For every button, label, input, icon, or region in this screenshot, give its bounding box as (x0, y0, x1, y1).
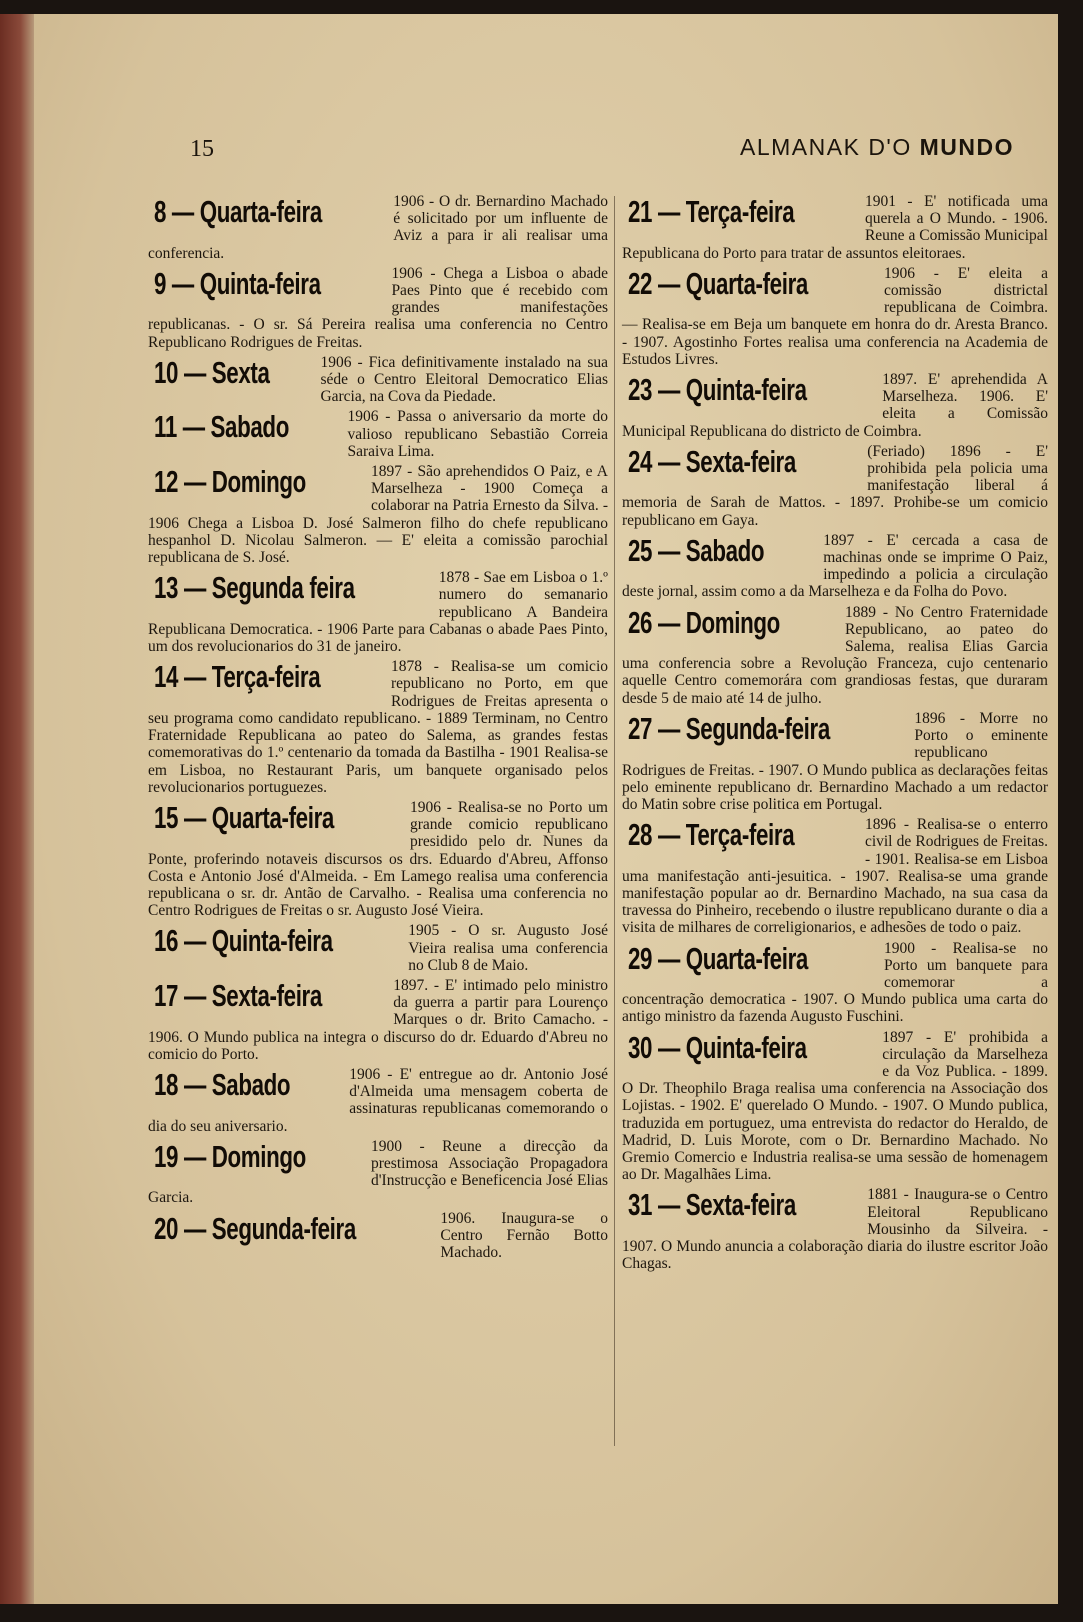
entry-text: 1906 - O dr. Bernardino Machado é solicitado por um influente de Aviz a para ir ali realisar uma conferencia. (148, 193, 608, 262)
calendar-entry (622, 443, 1048, 529)
entry-text: 1889 - No Centro Fraternidade Republicano, ao pateo do Salema, realisa Elias Garcia uma conferencia sobre a Revolução Franceza, cujo centenario aquelle Centro comemorára com grandiosas festas, que duraram desde 5 de maio até 14 de julho. (622, 603, 1048, 707)
entry-text: 1881 - Inaugura-se o Centro Eleitoral Republicano Mousinho da Silveira. - 1907. O Mundo anuncia a colaboração diaria do ilustre escritor João Chagas. (622, 1186, 1048, 1273)
entry-day: 28 — Terça-feira (628, 817, 795, 853)
calendar-entry (622, 371, 1048, 440)
calendar-entry (148, 408, 608, 460)
calendar-entry (622, 532, 1048, 601)
entry-text: 1897 - E' cercada a casa de machinas onde se imprime O Paiz, impedindo a policia a circulação deste jornal, assim como a da Marselheza e da Folha do Povo. (622, 531, 1048, 601)
entry-day: 11 — Sabado (154, 409, 289, 445)
calendar-entry (148, 1210, 608, 1262)
entry-text: 1906 - E' eleita a comissão districtal republicana de Coimbra. — Realisa-se em Beja um banquete em honra do dr. Aresta Branco. - 1907. Agostinho Fortes realisa uma conferencia na Academia de Estudos Livres. (622, 264, 1048, 368)
entry-text: 1897 - São aprehendidos O Paiz, e A Marselheza - 1900 Começa a colaborar na Patria Ernesto da Silva. - 1906 Chega a Lisboa D. José Salmeron filho do chefe republicano hespanhol D. Nicolau Salmeron. — E' eleita a comissão parochial republicana de S. José. (148, 463, 608, 567)
entry-text: 1906. Inaugura-se o Centro Fernão Botto Machado. (440, 1209, 608, 1261)
left-column (148, 193, 608, 1443)
calendar-entry (148, 1066, 608, 1135)
running-title (740, 134, 1014, 161)
entry-day: 20 — Segunda-feira (154, 1210, 356, 1246)
entry-text: 1906 - Fica definitivamente instalado na sua séde o Centro Eleitoral Democratico Elias Garcia, na Cova da Piedade. (320, 353, 608, 406)
entry-day: 25 — Sabado (628, 532, 765, 568)
entry-text: (Feriado) 1896 - E' prohibida pela policia uma manifestação liberal á memoria de Sarah de Mattos. - 1897. Prohibe-se um comicio republicano em Gaya. (622, 442, 1048, 529)
right-column (622, 193, 1048, 1443)
entry-text: 1900 - Realisa-se no Porto um banquete para comemorar a concentração democratica - 1907. O Mundo publica uma carta do antigo ministro da fazenda Augusto Fuschini. (622, 939, 1048, 1026)
calendar-entry (622, 816, 1048, 936)
entry-text: 1906 - E' entregue ao dr. Antonio José d'Almeida uma mensagem coberta de assinaturas republicanas comemorando o dia do seu aniversario. (148, 1065, 608, 1135)
entry-text: 1906 - Passa o aniversario da morte do valioso republicano Sebastião Correia Saraiva Lima. (347, 408, 608, 460)
entry-text: 1897. E' aprehendida A Marselheza. 1906. E' eleita a Comissão Municipal Republicana do districto de Coimbra. (622, 371, 1048, 440)
entry-day: 12 — Domingo (154, 464, 306, 500)
running-title-bold: MUNDO (919, 134, 1014, 160)
entry-day: 19 — Domingo (154, 1138, 306, 1174)
entry-day: 21 — Terça-feira (628, 194, 795, 229)
entry-text: 1906 - Realisa-se no Porto um grande comicio republicano presidido pelo dr. Nunes da Ponte, proferindo notaveis discursos os drs. Eduardo d'Abreu, Affonso Costa e Antonio José d'Almeida. - Em Lamego realisa uma conferencia republicana o sr. dr. Antão de Carvalho. - Realisa uma conferencia no Centro Rodrigues de Freitas o sr. Augusto José Vieira. (148, 798, 608, 920)
entry-day: 10 — Sexta (154, 354, 270, 390)
entry-day: 27 — Segunda-feira (628, 710, 830, 746)
page-edge (0, 14, 34, 1604)
entry-day: 29 — Quarta-feira (628, 940, 808, 976)
calendar-entry (622, 1029, 1048, 1184)
page-header (34, 130, 1058, 170)
entry-text: 1896 - Realisa-se o enterro civil de Rodrigues de Freitas. - 1901. Realisa-se em Lisboa uma manifestação anti-jesuitica. - 1907. Realisa-se uma grande manifestação popular ao dr. Bernardino Machado, na sua casa da travessa do Pinheiro, recebendo o ilustre republicano durante o dia a visita de milhares de correligionarios, e adhesões de todo o paiz. (622, 816, 1048, 937)
calendar-entry (148, 193, 608, 262)
entry-text: 1905 - O sr. Augusto José Vieira realisa uma conferencia no Club 8 de Maio. (408, 922, 608, 974)
calendar-entry (622, 193, 1048, 262)
calendar-entry (622, 265, 1048, 368)
entry-day: 18 — Sabado (154, 1066, 291, 1102)
entry-day: 8 — Quarta-feira (154, 194, 322, 229)
calendar-entry (148, 354, 608, 406)
entry-text: 1878 - Sae em Lisboa o 1.º numero do semanario republicano A Bandeira Republicana Democratica. - 1906 Parte para Cabanas o abade Paes Pinto, um dos revolucionarios do 31 de janeiro. (148, 569, 608, 656)
running-title-text: ALMANAK D'O (740, 134, 912, 160)
entry-text: 1897 - E' prohibida a circulação da Marselheza e da Voz Publica. - 1899. O Dr. Theophilo Braga realisa uma conferencia na Associação dos Lojistas. - 1902. E' querelado O Mundo. - 1907. O Mundo publica, traduzida em portuguez, uma entrevista do redactor do Heraldo, de Madrid, D. Luis Morote, com o Dr. Bernardino Machado. No Gremio Comercio e Industria realisa-se uma sessão de homenagem ao Dr. Magalhães Lima. (622, 1028, 1048, 1184)
calendar-entry (622, 1186, 1048, 1272)
entry-day: 31 — Sexta-feira (628, 1187, 796, 1223)
entry-text: 1878 - Realisa-se um comicio republicano no Porto, em que Rodrigues de Freitas apresenta o seu programa como candidato republicano. - 1889 Terminam, no Centro Fraternidade Republicana ao pateo do Salema, as grandes festas comemorativas do 1.º centenario da tomada da Bastilha - 1901 Realisa-se em Lisboa, no Restaurant Paris, um banquete organisado pelos revolucionarios portuguezes. (148, 658, 608, 796)
calendar-entry (148, 569, 608, 655)
entry-day: 24 — Sexta-feira (628, 443, 796, 479)
entry-day: 14 — Terça-feira (154, 659, 321, 695)
entry-text: 1901 - E' notificada uma querela a O Mundo. - 1906. Reune a Comissão Municipal Republicana do Porto para tratar de assuntos eleitoraes. (622, 193, 1048, 262)
entry-text: 1896 - Morre no Porto o eminente republicano Rodrigues de Freitas. - 1907. O Mundo publica as declarações feitas pelo eminente republicano dr. Bernardino Machado a um redactor do Matin sobre crise politica em Portugal. (622, 709, 1048, 813)
entry-day: 17 — Sexta-feira (154, 977, 322, 1013)
calendar-entry (148, 265, 608, 351)
entry-day: 15 — Quarta-feira (154, 799, 334, 835)
entry-text: 1906 - Chega a Lisboa o abade Paes Pinto que é recebido com grandes manifestações republicanas. - O sr. Sá Pereira realisa uma conferencia no Centro Republicano Rodrigues de Freitas. (148, 264, 608, 351)
entry-day: 23 — Quinta-feira (628, 372, 807, 408)
calendar-entry (148, 922, 608, 974)
calendar-entry (148, 1138, 608, 1207)
calendar-entry (148, 799, 608, 919)
entry-day: 16 — Quinta-feira (154, 923, 333, 959)
calendar-entry (622, 604, 1048, 707)
page-number: 15 (190, 136, 214, 162)
calendar-entry (148, 658, 608, 796)
calendar-entry (148, 977, 608, 1063)
entry-day: 26 — Domingo (628, 604, 780, 640)
calendar-entry (622, 940, 1048, 1026)
entry-day: 22 — Quarta-feira (628, 265, 808, 301)
calendar-entry (622, 710, 1048, 813)
entry-day: 30 — Quinta-feira (628, 1029, 807, 1065)
entry-text: 1897. - E' intimado pelo ministro da guerra a partir para Lourenço Marques o dr. Brito Camacho. - 1906. O Mundo publica na integra o discurso do dr. Eduardo d'Abreu no comicio do Porto. (148, 976, 608, 1063)
entry-text: 1900 - Reune a direcção da prestimosa Associação Propagadora d'Instrucção e Beneficencia José Elias Garcia. (148, 1137, 608, 1207)
calendar-entry (148, 463, 608, 566)
entry-day: 13 — Segunda feira (154, 570, 355, 606)
column-divider (614, 196, 615, 1446)
entry-day: 9 — Quinta-feira (154, 265, 321, 301)
